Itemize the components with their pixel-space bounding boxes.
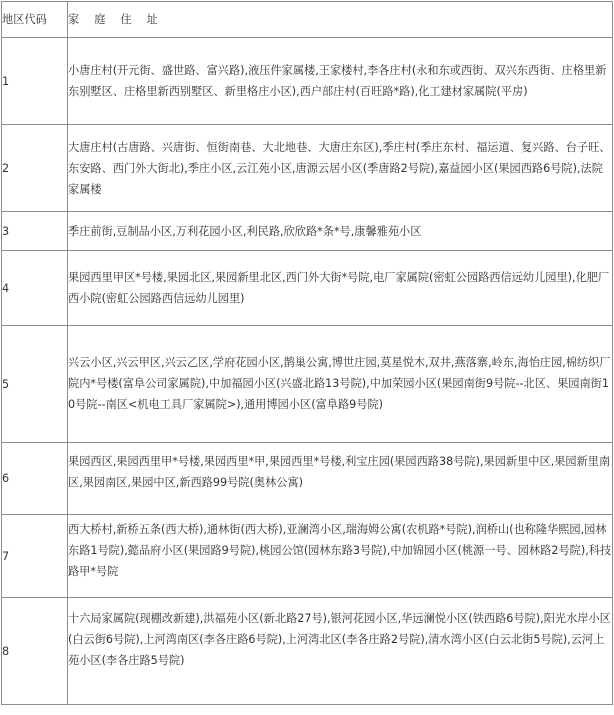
header-area-code: 地区代码 <box>2 2 68 38</box>
address-cell: 西大桥村,新桥五条(西大桥),通林街(西大桥),亚澜湾小区,瑞海姆公寓(农机路*号院),润桥山(也称隆华熙园,园林东路1号院),懿品府小区(果园路9号院),桃园公馆(园林东路3号院),中加锦园小区(桃源一号、园林路2号院),科技路甲*号院 <box>68 515 613 598</box>
address-cell: 兴云小区,兴云甲区,兴云乙区,学府花园小区,鹊巢公寓,博世庄园,莫星悦木,双井,燕落寨,岭东,海怡庄园,棉纺织厂院内*号楼(富阜公司家属院),中加福园小区(兴盛北路13号院),中加荣园小区(果园南街9号院--北区、果园南街10号院--南区<机电工具厂家属院>),通用博园小区(富阜路9号院) <box>68 326 613 443</box>
address-cell: 果园西里甲区*号楼,果园北区,果园新里北区,西门外大街*号院,电厂家属院(密虹公园路西信远幼儿园里),化肥厂西小院(密虹公园路西信远幼儿园里) <box>68 251 613 326</box>
area-code-cell: 7 <box>2 515 68 598</box>
table-header <box>2 2 613 38</box>
table-row <box>2 251 613 326</box>
area-code-cell: 5 <box>2 326 68 443</box>
address-table <box>1 1 613 705</box>
header-row <box>2 2 613 38</box>
area-code-cell: 8 <box>2 598 68 705</box>
area-code-cell: 3 <box>2 212 68 251</box>
table-row <box>2 598 613 705</box>
table-row <box>2 515 613 598</box>
area-code-cell: 6 <box>2 443 68 515</box>
address-cell: 果园西区,果园西里甲*号楼,果园西里*甲,果园西里*号楼,利宝庄园(果园西路38号院),果园新里中区,果园新里南区,果园南区,果园中区,新西路99号院(奥林公寓) <box>68 443 613 515</box>
table-row <box>2 38 613 125</box>
table-row <box>2 443 613 515</box>
area-code-cell: 2 <box>2 125 68 212</box>
address-cell: 季庄前街,豆制品小区,万利花园小区,利民路,欣欣路*条*号,康馨雅苑小区 <box>68 212 613 251</box>
address-cell: 小唐庄村(开元街、盛世路、富兴路),液压件家属楼,王家楼村,李各庄村(永和东或西街、双兴东西街、庄格里新东别墅区、庄格里新西别墅区、新里格庄小区),西户部庄村(百旺路*路),化工建材家属院(平房) <box>68 38 613 125</box>
area-code-cell: 4 <box>2 251 68 326</box>
address-cell: 大唐庄村(古唐路、兴唐街、恒街南巷、大北地巷、大唐庄东区),季庄村(季庄东村、福运道、复兴路、台子旺、东安路、西门外大街北),季庄小区,云江苑小区,唐源云居小区(季唐路2号院),嘉益园小区(果园西路6号院),法院家属楼 <box>68 125 613 212</box>
table-row <box>2 326 613 443</box>
address-cell: 十六局家属院(现棚改新建),洪福苑小区(新北路27号),银河花园小区,华远澜悦小区(铁西路6号院),阳光水岸小区(白云街6号院),上河湾南区(李各庄路6号院),上河湾北区(李各庄路2号院),清水湾小区(白云北街5号院),云河上苑小区(李各庄路5号院) <box>68 598 613 705</box>
area-code-cell: 1 <box>2 38 68 125</box>
table-row <box>2 212 613 251</box>
header-home-address: 家庭住址 <box>68 2 613 38</box>
table-row <box>2 125 613 212</box>
table-body <box>2 38 613 705</box>
